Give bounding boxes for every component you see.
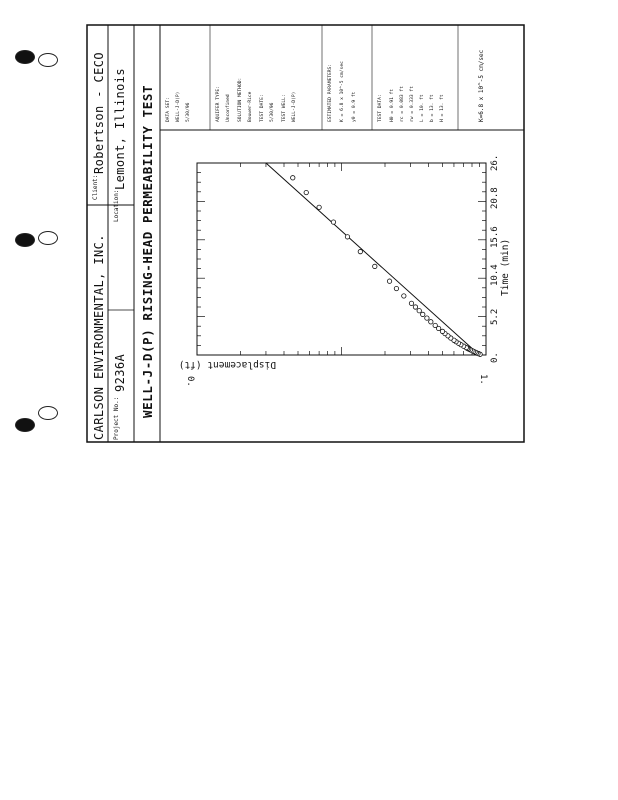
x-tick-label: 15.6 <box>490 226 500 248</box>
test-data-line-4: L = 10. ft <box>420 94 425 122</box>
data-set-label: DATA SET: <box>166 97 171 122</box>
x-tick-label: 20.8 <box>490 187 500 210</box>
project-label: Project No.: <box>113 396 120 440</box>
location-name: Lemont, Illinois <box>113 68 127 190</box>
test-data-line-6: H = 13. ft <box>440 94 445 122</box>
test-data-line-5: b = 13. ft <box>430 94 435 122</box>
data-point <box>440 329 444 333</box>
estimated-label: ESTIMATED PARAMETERS: <box>328 63 333 122</box>
x-tick-label: 26. <box>490 154 500 171</box>
data-point <box>394 286 398 290</box>
data-point <box>421 312 425 316</box>
estimated-line-1: K = 6.8 x 10^-5 cm/sec <box>340 61 345 122</box>
data-point <box>345 235 349 239</box>
client-name: Robertson - CECO <box>92 52 106 174</box>
x-tick-label: 0. <box>490 352 500 363</box>
company-name: CARLSON ENVIRONMENTAL, INC. <box>92 234 106 440</box>
project-number: 9236A <box>113 353 127 392</box>
data-point <box>425 316 429 320</box>
fit-line <box>266 163 479 355</box>
displacement-time-plot <box>197 163 486 356</box>
data-point <box>417 308 421 312</box>
data-set-line-1: WELL-J-D(P) <box>176 91 181 122</box>
data-point <box>402 294 406 298</box>
aquifer-value: Unconfined <box>226 94 231 122</box>
plot-marks <box>266 163 482 356</box>
data-point <box>433 323 437 327</box>
test-well-label: TEST WELL: <box>282 94 287 122</box>
test-data-line-2: rc = 0.083 ft <box>400 86 405 122</box>
report-title: WELL-J-D(P) RISING-HEAD PERMEABILITY TEST <box>140 84 155 418</box>
y-tick-label-min: 0. <box>185 376 195 387</box>
x-axis-label: Time (min) <box>500 238 511 296</box>
data-point <box>304 190 308 194</box>
y-axis-label: Displacement (ft) <box>178 359 276 370</box>
data-point <box>317 205 321 209</box>
test-date-label: TEST DATE: <box>260 94 265 122</box>
solution-value: Bouwer-Rice <box>248 91 253 122</box>
test-data-label: TEST DATA: <box>378 94 383 122</box>
data-set-line-2: 5/30/96 <box>186 102 191 122</box>
data-point <box>413 305 417 309</box>
data-point <box>291 176 295 180</box>
client-label: Client: <box>92 174 99 200</box>
aquifer-label: AQUIFER TYPE: <box>216 86 221 122</box>
result-k-value: K=6.8 x 10^-5 cm/sec <box>478 49 485 122</box>
data-point <box>358 249 362 253</box>
plot-frame <box>197 163 486 355</box>
data-point <box>373 264 377 268</box>
test-data-line-3: rw = 0.333 ft <box>410 86 415 122</box>
estimated-line-2: y0 = 0.9 ft <box>352 91 357 122</box>
solution-label: SOLUTION METHOD: <box>238 77 243 122</box>
y-tick-label-max: 1. <box>478 374 488 385</box>
data-point <box>409 301 413 305</box>
test-well-value: WELL-J-D(P) <box>292 91 297 122</box>
test-data-line-1: H0 = 0.91 ft <box>390 88 395 122</box>
x-tick-label: 10.4 <box>490 264 500 287</box>
plot-ticks <box>197 163 486 355</box>
test-date-value: 5/30/96 <box>270 102 275 122</box>
x-tick-label: 5.2 <box>490 308 500 325</box>
data-point <box>429 320 433 324</box>
location-label: Location: <box>113 189 120 222</box>
data-point <box>387 279 391 283</box>
data-point <box>331 220 335 224</box>
